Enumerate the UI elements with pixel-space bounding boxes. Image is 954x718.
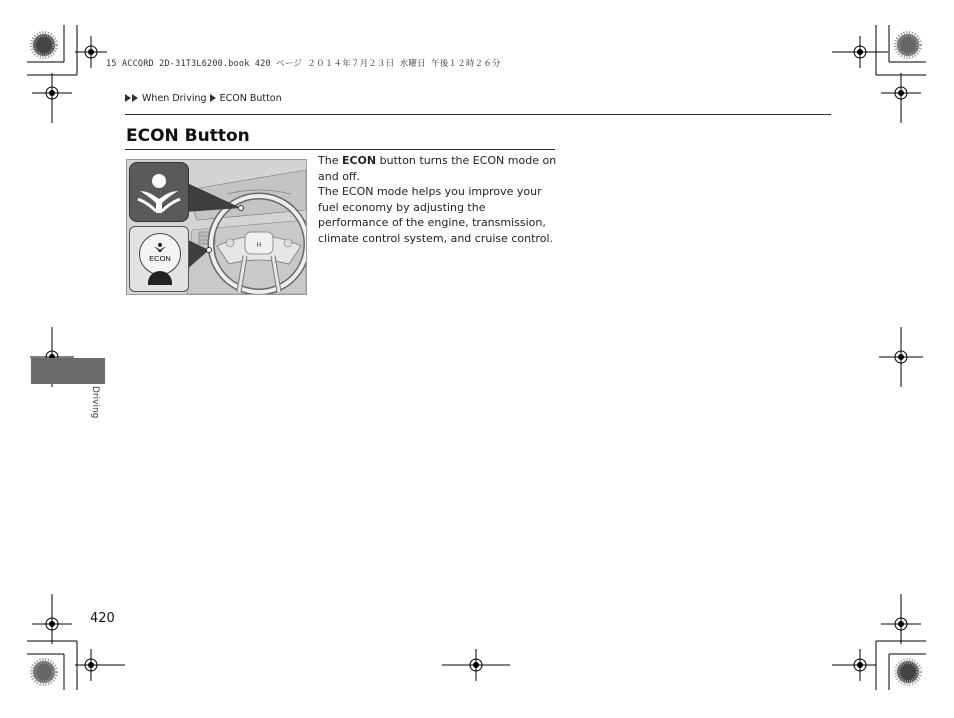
econ-button-illustration (126, 159, 307, 295)
breadcrumb (125, 93, 282, 104)
econ-mini-leaf-icon (153, 239, 167, 251)
econ-button[interactable] (139, 233, 181, 275)
breadcrumb-arrow-icon (132, 94, 138, 102)
breadcrumb-item-when-driving[interactable]: When Driving (142, 93, 207, 104)
breadcrumb-arrow-icon (210, 94, 216, 102)
breadcrumb-arrow-icon (125, 94, 131, 102)
title-rule (125, 149, 555, 150)
econ-leaf-icon (130, 163, 188, 221)
econ-button-label: ECON (149, 254, 171, 263)
side-tab (31, 358, 105, 384)
header-rule (125, 114, 831, 115)
side-tab-label: Driving (90, 386, 100, 419)
page-number: 420 (90, 611, 115, 626)
paragraph-2: The ECON mode helps you improve your fuel economy by adjusting the performance of the engine, transmission, climate control system, and cruise control. (318, 185, 553, 245)
section-title: ECON Button (126, 126, 250, 146)
print-header: 15 ACCORD 2D-31T3L6200.book 420 ページ ２０１４年７月２３日 水曜日 午後１２時２６分 (106, 59, 501, 69)
body-text (318, 153, 558, 246)
econ-keyword: ECON (341, 154, 377, 167)
econ-button-callout (129, 226, 189, 292)
svg-text:H: H (256, 242, 262, 249)
breadcrumb-item-econ-button[interactable]: ECON Button (219, 93, 282, 104)
paragraph-1: The ECON button turns the ECON mode on and off. (318, 154, 557, 183)
econ-indicator-box (129, 162, 189, 222)
